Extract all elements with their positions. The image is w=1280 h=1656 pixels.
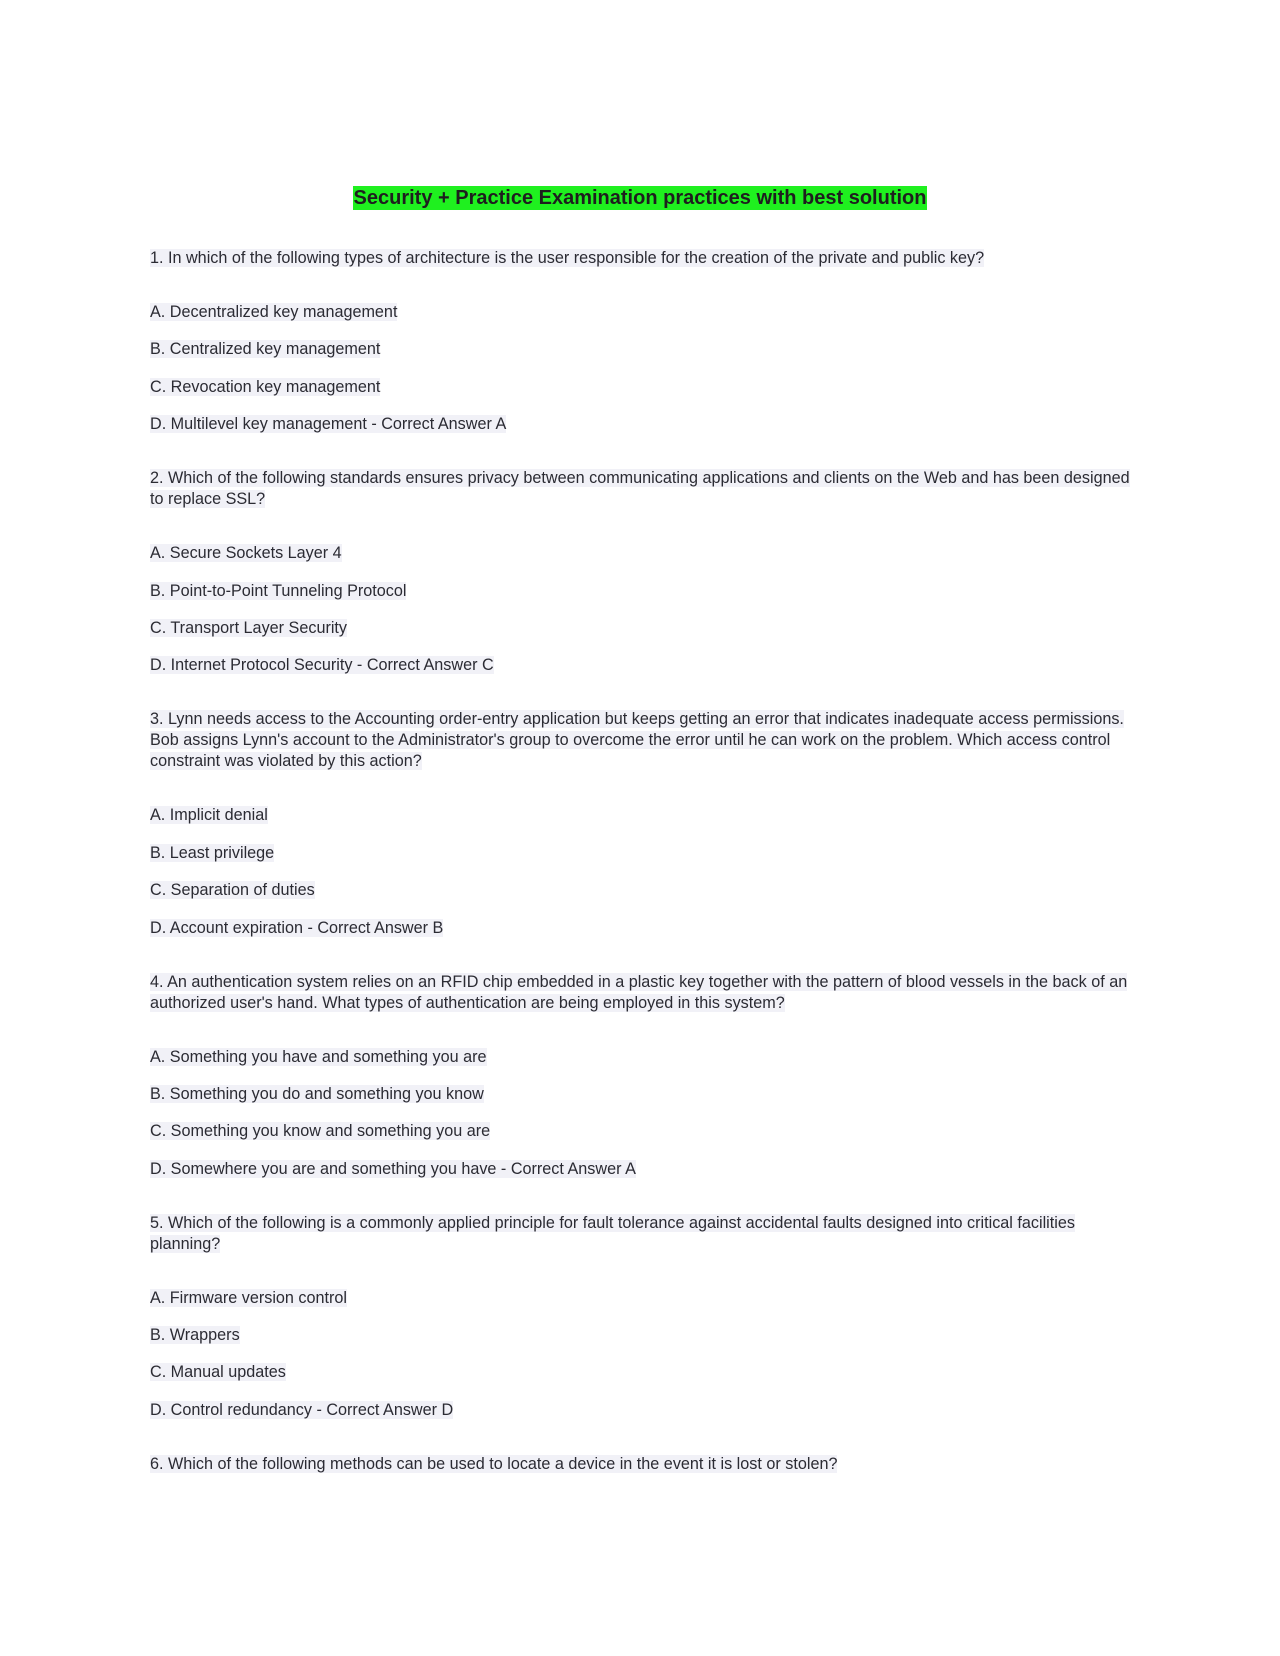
- option-item: C. Manual updates: [150, 1363, 286, 1382]
- question-text: 4. An authentication system relies on an RFID chip embedded in a plastic key together with the pattern of blood vessels in the back of an authorized user's hand. What types of authentication are being employed in this system?: [150, 972, 1128, 1012]
- question-list: [150, 248, 1130, 1475]
- document-title: Security + Practice Examination practices with best solution: [353, 187, 927, 209]
- option-item: A. Implicit denial: [150, 806, 268, 825]
- question-block: [150, 709, 1130, 938]
- option-item: B. Centralized key management: [150, 340, 381, 359]
- option-item: A. Decentralized key management: [150, 303, 398, 321]
- option-item: B. Point-to-Point Tunneling Protocol: [150, 581, 407, 600]
- option-list: [150, 302, 1130, 435]
- option-item-answer: D. Control redundancy - Correct Answer D: [150, 1400, 454, 1419]
- question-text: 6. Which of the following methods can be used to locate a device in the event it is lost or stolen?: [150, 1454, 838, 1473]
- question-text: 5. Which of the following is a commonly applied principle for fault tolerance against accidental faults designed into critical facilities planning?: [150, 1213, 1075, 1253]
- option-item: A. Something you have and something you are: [150, 1047, 487, 1066]
- question-block: [150, 1454, 1130, 1475]
- option-item-answer: D. Somewhere you are and something you have - Correct Answer A: [150, 1159, 636, 1178]
- question-text: 1. In which of the following types of architecture is the user responsible for the creation of the private and public key?: [150, 249, 985, 267]
- question-text: 3. Lynn needs access to the Accounting order-entry application but keeps getting an error that indicates inadequate access permissions. Bob assigns Lynn's account to the Administrator's group to overcome the error until he can work on the problem. Which access control constraint was violated by this action?: [150, 710, 1124, 771]
- option-item: B. Wrappers: [150, 1326, 240, 1345]
- option-item: C. Transport Layer Security: [150, 618, 348, 637]
- question-block: [150, 972, 1130, 1180]
- question-block: [150, 248, 1130, 435]
- title-container: [0, 186, 1280, 210]
- question-block: [150, 1213, 1130, 1421]
- option-item: B. Something you do and something you know: [150, 1084, 484, 1103]
- option-list: [150, 1047, 1130, 1180]
- option-list: [150, 805, 1130, 938]
- option-item: C. Separation of duties: [150, 881, 315, 900]
- option-item-answer: D. Multilevel key management - Correct Answer A: [150, 415, 507, 434]
- option-item: A. Secure Sockets Layer 4: [150, 544, 342, 563]
- question-text: 2. Which of the following standards ensures privacy between communicating applications and clients on the Web and has been designed to replace SSL?: [150, 469, 1130, 509]
- option-item: C. Revocation key management: [150, 377, 381, 396]
- option-item-answer: D. Account expiration - Correct Answer B: [150, 918, 444, 937]
- option-item: B. Least privilege: [150, 843, 275, 862]
- option-list: [150, 1288, 1130, 1421]
- option-item-answer: D. Internet Protocol Security - Correct Answer C: [150, 656, 494, 675]
- option-item: A. Firmware version control: [150, 1288, 348, 1307]
- question-block: [150, 468, 1130, 676]
- option-list: [150, 543, 1130, 676]
- option-item: C. Something you know and something you are: [150, 1122, 491, 1141]
